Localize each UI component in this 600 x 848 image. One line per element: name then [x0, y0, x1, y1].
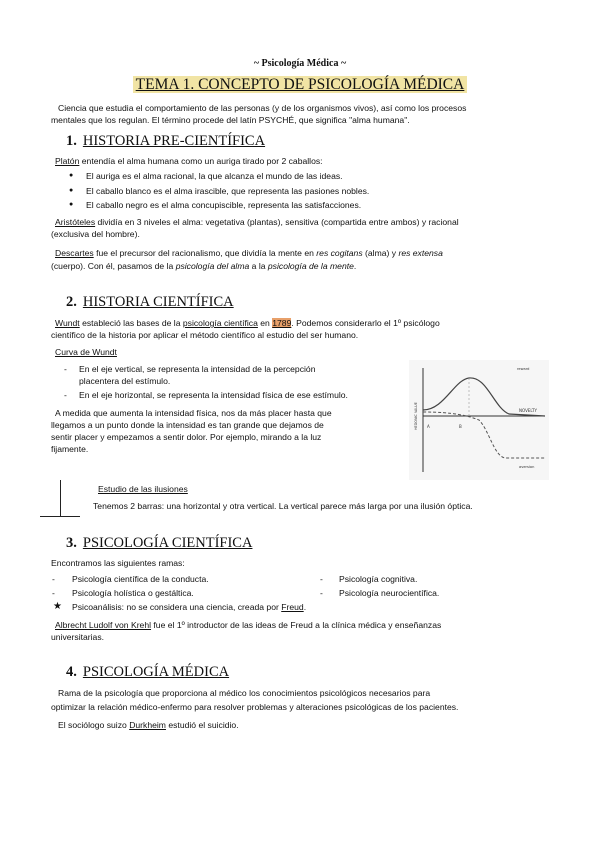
wundt-line-1: Wundt estableció las bases de la psicología científica en 1789. Podemos considerarlo el 1º psicólogo [55, 318, 440, 328]
aristoteles-line-1: Aristóteles dividía en 3 niveles el alma: vegetativa (plantas), sensitiva (compartida entre ambos) y racional [55, 217, 459, 227]
branch-right: Psicología neurocientífica. [339, 588, 440, 598]
tema-title: TEMA 1. CONCEPTO DE PSICOLOGÍA MÉDICA [0, 76, 600, 94]
dash-item-1-line-1: En el eje vertical, se representa la intensidad de la percepción [79, 364, 316, 374]
krehl-line-2: universitarias. [51, 632, 105, 642]
illusion-horizontal-bar [40, 516, 80, 517]
ilusiones-text: Tenemos 2 barras: una horizontal y otra vertical. La vertical parece más larga por una ilusión óptica. [93, 501, 473, 511]
branch-left: Psicología científica de la conducta. [72, 574, 209, 584]
descartes-line-2: (cuerpo). Con él, pasamos de la psicología del alma a la psicología de la mente. [51, 261, 357, 271]
document-subtitle: ~ Psicología Médica ~ [253, 58, 347, 69]
durkheim-line: El sociólogo suizo Durkheim estudió el suicidio. [58, 720, 239, 730]
chart-label-reward: reward [517, 367, 530, 371]
section-2-heading: 2. HISTORIA CIENTÍFICA [66, 294, 234, 310]
wundt-line-2: científico de la historia por aplicar el método científico al estudio del ser humano. [51, 330, 359, 340]
dash-item-2: En el eje horizontal, se representa la intensidad física de ese estímulo. [79, 390, 348, 400]
section-3-heading: 3. PSICOLOGÍA CIENTÍFICA [66, 535, 253, 551]
intro-line-1: Ciencia que estudia el comportamiento de las personas (y de los organismos vivos), así como los procesos [58, 103, 467, 113]
platon-line: Platón entendía el alma humana como un auriga tirado por 2 caballos: [55, 156, 323, 166]
descartes-line-1: Descartes fue el precursor del racionalismo, que dividía la mente en res cogitans (alma) y res extensa [55, 248, 443, 258]
section-4-heading: 4. PSICOLOGÍA MÉDICA [66, 664, 230, 680]
ilusiones-title: Estudio de las ilusiones [98, 484, 188, 494]
bullet-item: El caballo negro es el alma concupiscible, representa las satisfacciones. [86, 200, 362, 210]
s4-para-line: optimizar la relación médico-enfermo para resolver problemas y alteraciones psicológicas de los pacientes. [51, 702, 459, 712]
curva-label: Curva de Wundt [55, 347, 117, 357]
bullet-dot-icon: ● [69, 201, 74, 208]
wundt-curve-figure [409, 360, 549, 480]
chart-label-b: B [459, 424, 462, 429]
bullet-dot-icon: ● [69, 187, 74, 194]
dash-marker: - [52, 574, 55, 584]
chart-label-aversion: aversion [519, 465, 535, 469]
para-line: A medida que aumenta la intensidad física, nos da más placer hasta que [55, 408, 332, 418]
chart-label-a: A [427, 424, 430, 429]
intro-line-2: mentales que los regulan. El término procede del latín PSYCHÉ, que significa "alma humana". [51, 115, 410, 125]
chart-ylabel: HEDONIC VALUE [414, 402, 418, 430]
aristoteles-line-2: (exclusiva del hombre). [51, 229, 140, 239]
para-line: llegamos a un punto donde la intensidad es tan grande que dejamos de [51, 420, 324, 430]
dash-marker: - [64, 390, 67, 400]
star-icon: ★ [53, 601, 62, 612]
dash-marker: - [320, 588, 323, 598]
dash-marker: - [320, 574, 323, 584]
bullet-dot-icon: ● [69, 172, 74, 179]
para-line: fijamente. [51, 444, 89, 454]
dash-marker: - [52, 588, 55, 598]
branch-right: Psicología cognitiva. [339, 574, 418, 584]
s3-intro: Encontramos las siguientes ramas: [51, 558, 185, 568]
dash-item-1-line-2: placentera del estímulo. [79, 376, 171, 386]
krehl-line-1: Albrecht Ludolf von Krehl fue el 1º introductor de las ideas de Freud a la clínica médica y enseñanzas [55, 620, 442, 630]
illusion-vertical-bar [60, 480, 61, 516]
chart-label-novelty: NOVELTY [519, 408, 537, 413]
year-highlight: 1789 [272, 318, 292, 328]
bullet-item: El caballo blanco es el alma irascible, que representa las pasiones nobles. [86, 186, 370, 196]
bullet-item: El auriga es el alma racional, la que alcanza el mundo de las ideas. [86, 171, 343, 181]
psicoanalisis-line: Psicoanálisis: no se considera una ciencia, creada por Freud. [72, 602, 307, 612]
branch-left: Psicología holística o gestáltica. [72, 588, 194, 598]
section-1-heading: 1. HISTORIA PRE-CIENTÍFICA [66, 133, 266, 149]
dash-marker: - [64, 364, 67, 374]
s4-para-line: Rama de la psicología que proporciona al médico los conocimientos psicológicos necesarios para [58, 688, 431, 698]
para-line: sentir placer y empezamos a sentir dolor. Por ejemplo, mirando a la luz [51, 432, 322, 442]
